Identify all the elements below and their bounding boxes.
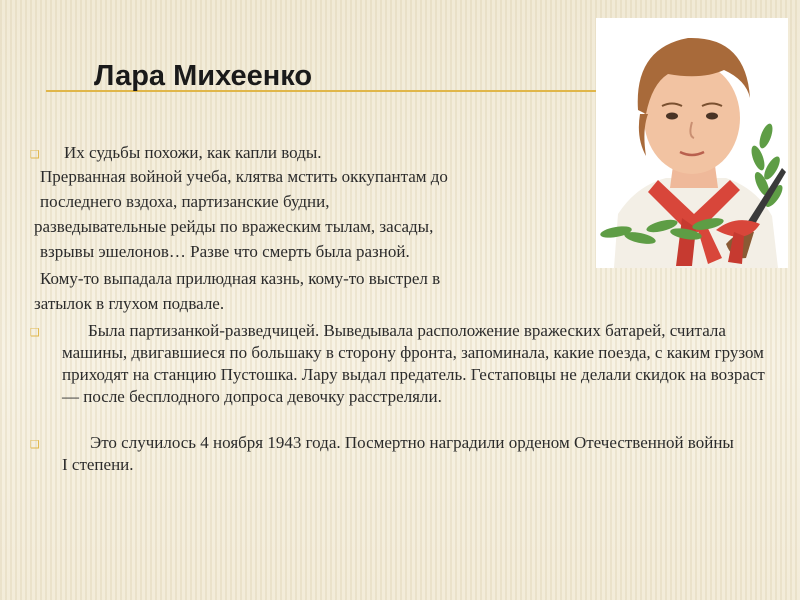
intro-line-6: Кому-то выпадала прилюдная казнь, кому-то выстрел в [40, 269, 441, 288]
bullet-icon: ❑ [30, 438, 40, 451]
bullet-icon: ❑ [30, 326, 40, 339]
paragraph-scout-text: Была партизанкой-разведчицей. Выведывала расположение вражеских батарей, считала машины, двигавшиеся по большаку в сторону фронта, запоминала, какие поезда, с каким грузом приходят на станцию Пустошка. Лару выдал предатель. Гестаповцы не делали скидок на возраст — после бесплодного допроса девочку расстреляли. [62, 321, 765, 406]
intro-line-1: Их судьбы похожи, как капли воды. [64, 143, 322, 162]
paragraph-award [62, 432, 742, 476]
slide-title: Лара Михеенко [94, 60, 313, 92]
portrait-image [596, 18, 788, 268]
intro-line-4: разведывательные рейды по вражеским тылам, засады, [34, 217, 434, 236]
intro-line-7: затылок в глухом подвале. [34, 294, 225, 313]
paragraph-award-text: Это случилось 4 ноября 1943 года. Посмертно наградили орденом Отечественной войны I степени. [62, 433, 734, 474]
paragraph-scout [62, 320, 782, 408]
intro-line-5: взрывы эшелонов… Разве что смерть была разной. [40, 242, 410, 261]
portrait-illustration [596, 18, 788, 268]
intro-line-3: последнего вздоха, партизанские будни, [40, 192, 330, 211]
bullet-icon: ❑ [30, 148, 40, 161]
intro-line-2: Прерванная войной учеба, клятва мстить оккупантам до [40, 167, 448, 186]
